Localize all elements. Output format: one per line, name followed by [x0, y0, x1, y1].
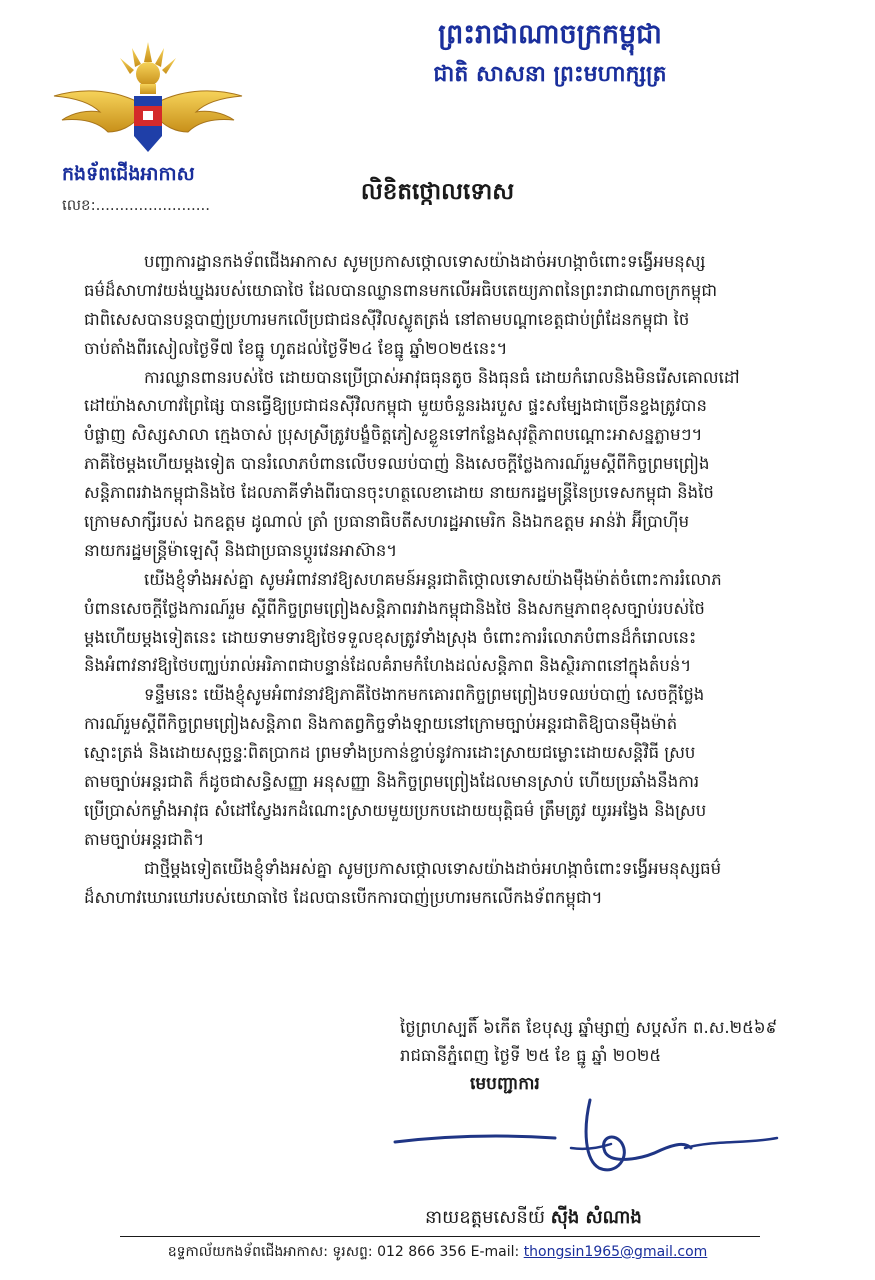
paragraph-line: ចាប់តាំងពីរសៀលថ្ងៃទី៧ ខែធ្នូ ហូតដល់ថ្ងៃទី២៤ ខែធ្នូ ឆ្នាំ២០២៥នេះ។: [84, 338, 508, 358]
paragraph-3: [84, 566, 796, 682]
paragraph-line: ដ៏សាហាវឃោរឃៅរបស់យោធាថៃ ដែលបានបើកការបាញ់ប្រហារមកលើកងទ័ពកម្ពុជា។: [84, 887, 603, 907]
signatory-name: [425, 1205, 642, 1232]
signature-mark: [385, 1090, 785, 1180]
paragraph-line: យើងខ្ញុំទាំងអស់គ្នា សូមអំពាវនាវឱ្យសហគមន៍អន្តរជាតិថ្កោលទោសយ៉ាងម៉ឺងម៉ាត់ចំពោះការរំលោភ: [144, 569, 722, 589]
signatory-role: មេបញ្ជាការ: [470, 1074, 540, 1094]
signatory-rank: នាយឧត្តមសេនីយ៍: [425, 1207, 551, 1228]
paragraph-line: បំពានសេចក្តីថ្លែងការណ៍រួម ស្តីពីកិច្ចព្រមព្រៀងសន្តិភាពរវាងកម្ពុជានិងថៃ និងសកម្មភាពខុសច្បាប់របស់ថៃ: [84, 598, 705, 618]
signature: [385, 1090, 785, 1180]
air-force-emblem: [48, 40, 248, 162]
national-motto: ជាតិ សាសនា ព្រះមហាក្សត្រ: [433, 62, 667, 87]
paragraph-5: [84, 855, 796, 913]
paragraph-line: ស្មោះត្រង់ និងដោយសុច្ឆន្ទៈពិតប្រាកដ ព្រមទាំងប្រកាន់ខ្ជាប់នូវការដោះស្រាយជម្លោះដោយសន្តិវិធី ស្រប: [84, 743, 696, 763]
paragraph-4: [84, 681, 796, 854]
reference-number: លេខ:........................: [62, 196, 211, 214]
paragraph-line: ទន្ទឹមនេះ យើងខ្ញុំសូមអំពាវនាវឱ្យភាគីថៃងាកមកគោរពកិច្ចព្រមព្រៀងបទឈប់បាញ់ សេចក្តីថ្លែង: [144, 685, 705, 705]
paragraph-line: សន្តិភាពរវាងកម្ពុជានិងថៃ ដែលភាគីទាំងពីរបានចុះហត្ថលេខាដោយ នាយករដ្ឋមន្ត្រីនៃប្រទេសកម្ពុជា និងថៃ: [84, 483, 714, 503]
paragraph-line: នាយករដ្ឋមន្ត្រីម៉ាឡេស៊ី និងជាប្រធានប្តូរវេនអាស៊ាន។: [84, 540, 398, 560]
paragraph-2: [84, 364, 796, 566]
footer-email-link[interactable]: thongsin1965@gmail.com: [523, 1244, 708, 1260]
lunar-date: ថ្ងៃព្រហស្បតិ៍ ៦កើត ខែបុស្ស ឆ្នាំម្សាញ់ សប្តស័ក ព.ស.២៥៦៩: [400, 1018, 778, 1037]
paragraph-line: តាមច្បាប់អន្តរជាតិ។: [84, 829, 205, 849]
paragraph-line: បញ្ជាការដ្ឋានកងទ័ពជើងអាកាស សូមប្រកាសថ្កោលទោសយ៉ាងដាច់អហង្កាចំពោះទង្វើអមនុស្ស: [144, 252, 706, 271]
paragraph-line: តាមច្បាប់អន្តរជាតិ ក៏ដូចជាសន្ធិសញ្ញា អនុសញ្ញា និងកិច្ចព្រមព្រៀងដែលមានស្រាប់ ហើយប្រឆាំងនឹងការ: [84, 772, 700, 792]
paragraph-line: ប្រើប្រាស់កម្លាំងអាវុធ សំដៅស្វែងរកដំណោះស្រាយមួយប្រកបដោយយុត្តិធម៌ ត្រឹមត្រូវ យូរអង្វែង និងស្រប: [84, 800, 707, 820]
footer-divider: [120, 1236, 760, 1237]
solar-date: រាជធានីភ្នំពេញ ថ្ងៃទី ២៥ ខែ ធ្នូ ឆ្នាំ ២០២៥: [400, 1046, 662, 1065]
paragraph-1: [84, 248, 796, 364]
paragraph-line: បំផ្លាញ សិស្សសាលា ក្មេងចាស់ ប្រុសស្រីត្រូវបង្ខំចិត្តភៀសខ្លួនទៅកន្លែងសុវត្ថិភាពបណ្តោះអាសន្នភ្លាមៗ។: [84, 425, 703, 445]
paragraph-line: ការណ៍រួមស្តីពីកិច្ចព្រមព្រៀងសន្តិភាព និងកាតព្វកិច្ចទាំងឡាយនៅក្រោមច្បាប់អន្តរជាតិឱ្យបានម៉ឺងម៉ាត់: [84, 714, 678, 734]
paragraph-line: ម្តងហើយម្តងទៀតនេះ ដោយទាមទារឱ្យថៃទទួលខុសត្រូវទាំងស្រុង ចំពោះការរំលោភបំពានដ៏កំរោលនេះ: [84, 627, 697, 647]
paragraph-line: ភាគីថៃម្តងហើយម្តងទៀត បានរំលោភបំពានលើបទឈប់បាញ់ និងសេចក្តីថ្លែងការណ៍រួមស្តីពីកិច្ចព្រមព្រៀង: [84, 454, 710, 474]
paragraph-line: ធម៌ដ៏សាហាវយង់ឃ្នងរបស់យោធាថៃ ដែលបានឈ្លានពានមកលើអធិបតេយ្យភាពនៃព្រះរាជាណាចក្រកម្ពុជា: [84, 280, 718, 300]
footer: [0, 1242, 875, 1263]
air-force-emblem-icon: [48, 40, 248, 162]
document-title: លិខិតថ្កោលទោស: [360, 179, 515, 205]
org-name: កងទ័ពជើងអាកាស: [62, 163, 195, 185]
paragraph-line: ជាថ្មីម្តងទៀតយើងខ្ញុំទាំងអស់គ្នា សូមប្រកាសថ្កោលទោសយ៉ាងដាច់អហង្កាចំពោះទង្វើអមនុស្សធម៌: [144, 858, 722, 878]
signatory-fullname: ស៊ីង សំណាង: [550, 1207, 642, 1228]
paragraph-line: ក្រោមសាក្សីរបស់ ឯកឧត្តម ដូណាល់ ត្រាំ ប្រធានាធិបតីសហរដ្ឋអាមេរិក និងឯកឧត្តម អាន់វ៉ា អ៊ីប្រាហ៊ីម: [84, 512, 690, 532]
letter-body: [84, 248, 796, 912]
footer-contact: ឧទ្ទកាល័យកងទ័ពជើងអាកាស: ទូរសព្ទ: 012 866 356 E-mail:: [167, 1244, 524, 1260]
paragraph-line: ជាពិសេសបានបន្តបាញ់ប្រហារមកលើប្រជាជនស៊ីវិលស្លូតត្រង់ នៅតាមបណ្តាខេត្តជាប់ព្រំដែនកម្ពុជា ថៃ: [84, 309, 690, 329]
paragraph-line: ដៅយ៉ាងសាហាវព្រៃផ្សៃ បានធ្វើឱ្យប្រជាជនស៊ីវិលកម្ពុជា មួយចំនួនរងរបួស ផ្ទះសម្បែងជាច្រើនខ្ទងត្រូវបាន: [84, 396, 707, 416]
paragraph-line: ការឈ្លានពានរបស់ថៃ ដោយបានប្រើប្រាស់អាវុធធុនតូច និងធុនធំ ដោយកំរោលនិងមិនរើសគោលដៅ: [144, 367, 740, 387]
paragraph-line: និងអំពាវនាវឱ្យថៃបញ្ឈប់រាល់អរិភាពជាបន្ទាន់ដែលគំរាមកំហែងដល់សន្តិភាព និងស្ថិរភាពនៅក្នុងតំបន់។: [84, 656, 692, 676]
date-block: [400, 1014, 820, 1070]
kingdom-heading: ព្រះរាជាណាចក្រកម្ពុជា: [438, 19, 662, 50]
